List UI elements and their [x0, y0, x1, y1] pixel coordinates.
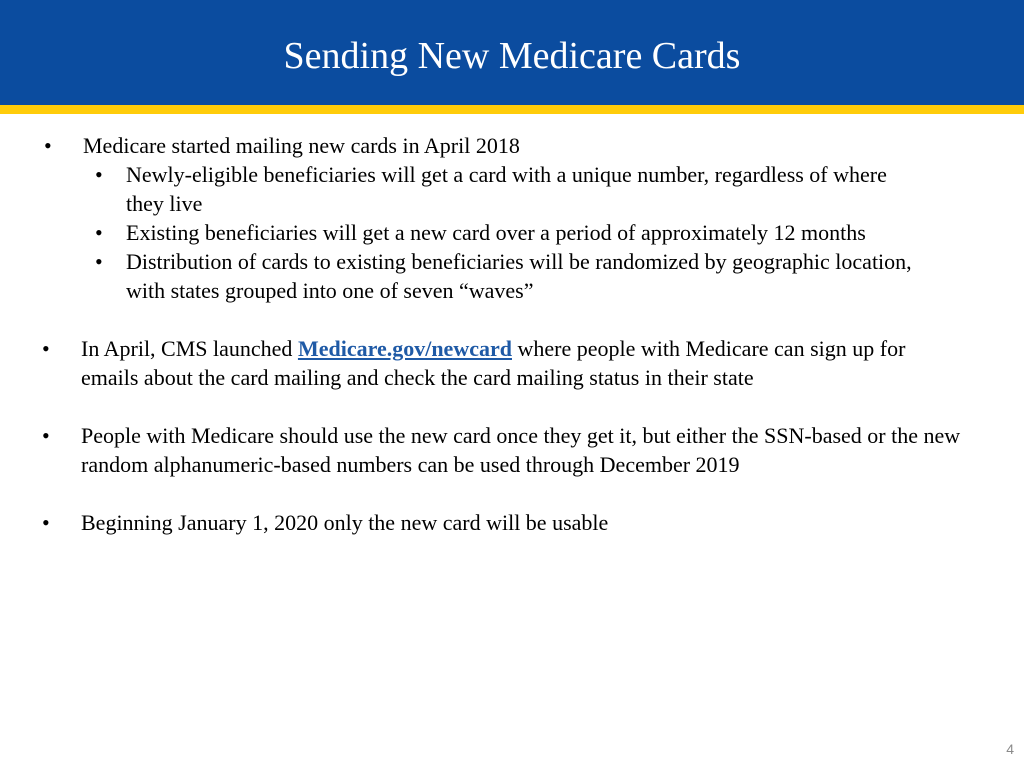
sub-bullet-1-text: Newly-eligible beneficiaries will get a card with a unique number, regardless of where they live	[126, 162, 887, 216]
bullet-glyph: •	[44, 133, 52, 158]
bullet-3-text: People with Medicare should use the new card once they get it, but either the SSN-based or the new random alphanumeric-based numbers can be used through December 2019	[81, 423, 961, 477]
bullet-1	[44, 131, 944, 160]
bullet-glyph: •	[42, 423, 50, 448]
bullet-3	[42, 421, 962, 479]
header-stripe	[0, 105, 1024, 114]
bullet-2-suffix: where people with Medicare can sign up for emails about the card mailing and check the card mailing status in their state	[81, 336, 906, 390]
sub-bullet-1	[95, 160, 915, 218]
bullet-glyph: •	[95, 162, 103, 187]
bullet-4	[42, 508, 942, 537]
sub-bullet-3	[95, 247, 915, 305]
newcard-link[interactable]: Medicare.gov/newcard	[297, 336, 512, 361]
bullet-4-text: Beginning January 1, 2020 only the new card will be usable	[81, 510, 609, 535]
sub-bullet-2	[95, 218, 955, 247]
sub-bullet-2-text: Existing beneficiaries will get a new card over a period of approximately 12 months	[126, 220, 866, 245]
slide-title: Sending New Medicare Cards	[283, 35, 741, 77]
bullet-2-prefix: In April, CMS launched	[81, 336, 298, 361]
bullet-2-text	[81, 334, 942, 392]
bullet-glyph: •	[95, 249, 103, 274]
sub-bullet-3-text: Distribution of cards to existing beneficiaries will be randomized by geographic location, with states grouped into one of seven “waves”	[126, 249, 912, 303]
bullet-glyph: •	[42, 510, 50, 535]
bullet-glyph: •	[42, 336, 50, 361]
bullet-1-text: Medicare started mailing new cards in April 2018	[83, 133, 520, 158]
bullet-2	[42, 334, 942, 392]
page-number: 4	[1006, 741, 1014, 757]
bullet-glyph: •	[95, 220, 103, 245]
